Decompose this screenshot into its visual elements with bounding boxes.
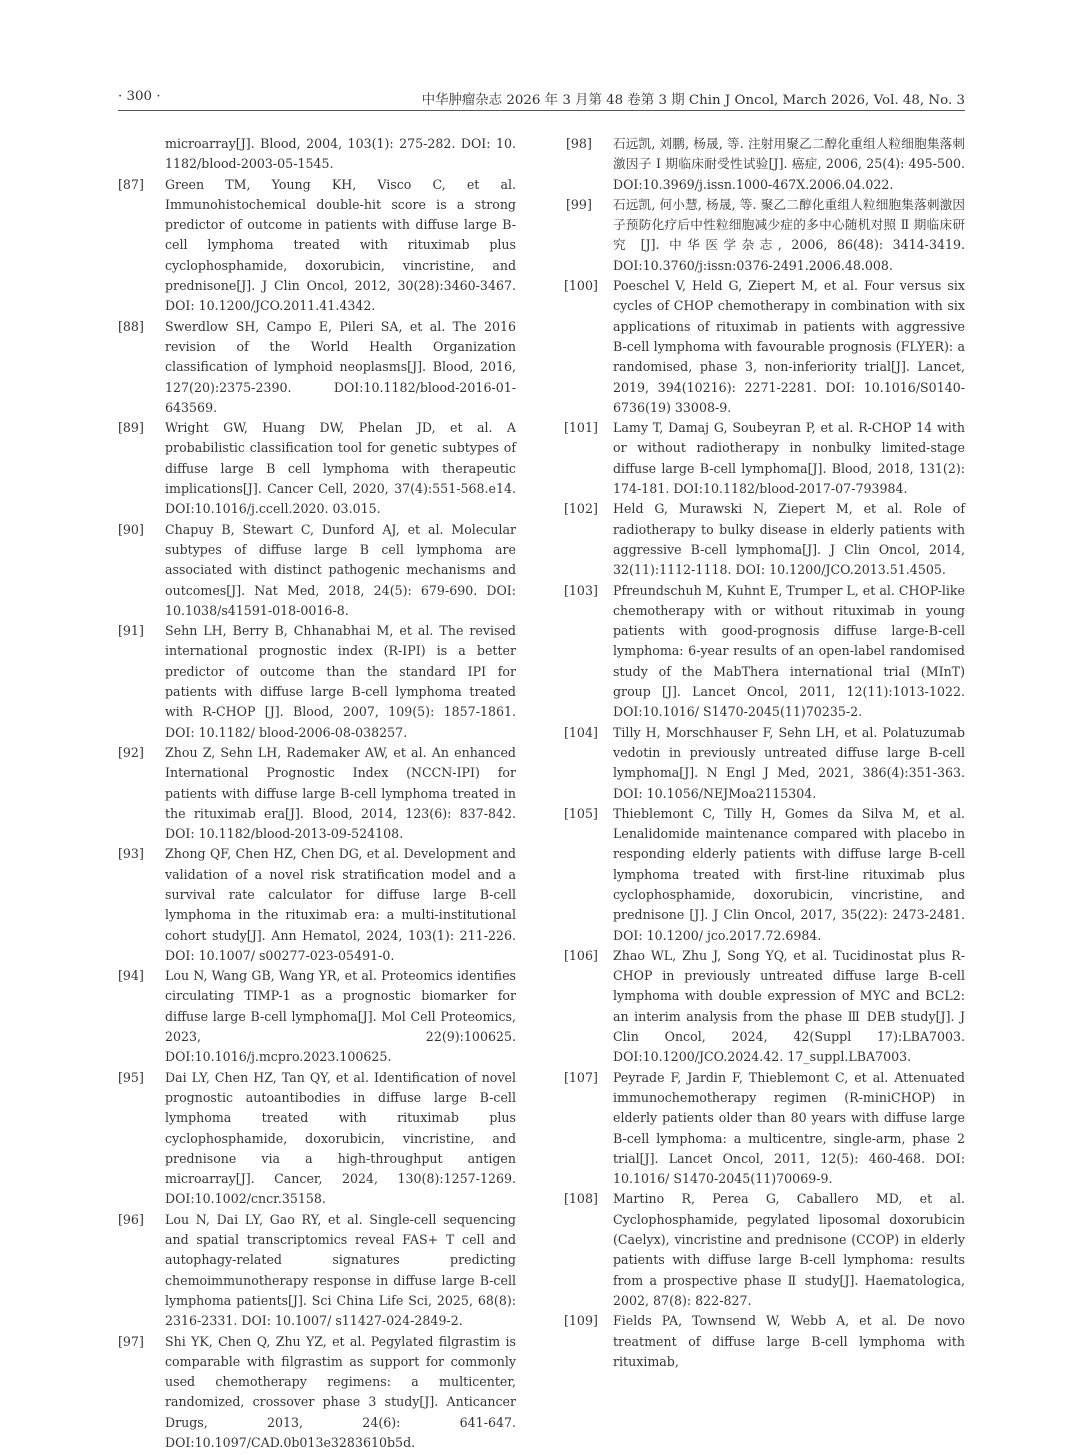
reference-text: Pfreundschuh M, Kuhnt E, Trumper L, et al. CHOP-like chemotherapy with or without rituximab in young patients with good-prognosis diffuse large-B-cell lymphoma: 6-year results of an open-label randomised study of the MabThera international trial (MInT) group [J]. Lancet Oncol, 2011, 12(11):1013-1022. DOI:10.1016/ S1470-2045(11)70235-2.	[613, 582, 965, 720]
reference-text: Green TM, Young KH, Visco C, et al. Immunohistochemical double-hit score is a strong predictor of outcome in patients with diffuse large B-cell lymphoma treated with rituximab plus cyclophosphamide, doxorubicin, vincristine, and prednisone[J]. J Clin Oncol, 2012, 30(28):3460-3467. DOI: 10.1200/JCO.2011.41.4342.	[165, 176, 516, 314]
reference-item	[118, 1068, 516, 1210]
reference-text: Dai LY, Chen HZ, Tan QY, et al. Identification of novel prognostic autoantibodies in diffuse large B-cell lymphoma treated with rituximab plus cyclophosphamide, doxorubicin, vincristine, and prednisone via a high-throughput antigen microarray[J]. Cancer, 2024, 130(8):1257-1269. DOI:10.1002/cncr.35158.	[165, 1069, 516, 1207]
right-column	[566, 134, 965, 1372]
reference-item	[118, 1332, 516, 1454]
reference-item	[118, 175, 516, 317]
reference-number: [108]	[564, 1191, 598, 1207]
journal-citation: 中华肿瘤杂志 2026 年 3 月第 48 卷第 3 期 Chin J Oncol, March 2026, Vol. 48, No. 3	[421, 93, 965, 108]
reference-number: [101]	[564, 420, 598, 436]
reference-text: Thieblemont C, Tilly H, Gomes da Silva M, et al. Lenalidomide maintenance compared with placebo in responding elderly patients with diffuse large B-cell lymphoma treated with first-line rituximab plus cyclophosphamide, doxorubicin, vincristine, and prednisone [J]. J Clin Oncol, 2017, 35(22): 2473-2481. DOI: 10.1200/ jco.2017.72.6984.	[613, 805, 965, 943]
reference-item	[566, 1311, 965, 1372]
reference-number: [96]	[118, 1211, 144, 1227]
reference-item	[566, 276, 965, 418]
reference-number: [94]	[118, 968, 144, 984]
reference-item	[566, 1189, 965, 1311]
reference-number: [88]	[118, 318, 144, 334]
page-number: · 300 ·	[118, 89, 161, 104]
reference-text: Poeschel V, Held G, Ziepert M, et al. Four versus six cycles of CHOP chemotherapy in combination with six applications of rituximab in patients with aggressive B-cell lymphoma with favourable prognosis (FLYER): a randomised, phase 3, non-inferiority trial[J]. Lancet, 2019, 394(10216): 2271-2281. DOI: 10.1016/S0140-6736(19) 33008-9.	[613, 278, 965, 415]
reference-number: [100]	[564, 278, 598, 294]
reference-item	[118, 418, 516, 519]
reference-text: Sehn LH, Berry B, Chhanabhai M, et al. The revised international prognostic index (R-IPI) is a better predictor of outcome than the standard IPI for patients with diffuse large B-cell lymphoma treated with R-CHOP [J]. Blood, 2007, 109(5): 1857-1861. DOI: 10.1182/ blood-2006-08-038257.	[165, 623, 516, 740]
reference-item	[118, 621, 516, 743]
reference-item	[118, 844, 516, 966]
reference-item	[118, 743, 516, 844]
reference-item	[118, 317, 516, 418]
reference-number: [104]	[564, 724, 598, 740]
reference-item	[566, 1068, 965, 1190]
reference-item	[566, 499, 965, 580]
reference-number: [97]	[118, 1333, 144, 1349]
reference-text: Zhao WL, Zhu J, Song YQ, et al. Tucidinostat plus R-CHOP in previously untreated diffuse large B-cell lymphoma with double expression of MYC and BCL2: an interim analysis from the phase Ⅲ DEB study[J]. J Clin Oncol, 2024, 42(Suppl 17):LBA7003. DOI:10.1200/JCO.2024.42. 17_suppl.LBA7003.	[613, 947, 965, 1065]
reference-item	[566, 581, 965, 723]
reference-text: Peyrade F, Jardin F, Thieblemont C, et al. Attenuated immunochemotherapy regimen (R-miniCHOP) in elderly patients older than 80 years with diffuse large B-cell lymphoma: a multicentre, single-arm, phase 2 trial[J]. Lancet Oncol, 2011, 12(5): 460-468. DOI: 10.1016/ S1470-2045(11)70069-9.	[613, 1069, 965, 1187]
reference-text: Held G, Murawski N, Ziepert M, et al. Role of radiotherapy to bulky disease in elderly patients with aggressive B-cell lymphoma[J]. J Clin Oncol, 2014, 32(11):1112-1118. DOI: 10.1200/JCO.2013.51.4505.	[613, 501, 965, 578]
reference-item	[118, 966, 516, 1067]
reference-number: [103]	[564, 582, 598, 598]
reference-number: [90]	[118, 521, 144, 537]
reference-text: Wright GW, Huang DW, Phelan JD, et al. A probabilistic classification tool for genetic subtypes of diffuse large B cell lymphoma with therapeutic implications[J]. Cancer Cell, 2020, 37(4):551-568.e14. DOI:10.1016/j.ccell.2020. 03.015.	[165, 420, 516, 517]
reference-item	[566, 418, 965, 499]
reference-text: Lamy T, Damaj G, Soubeyran P, et al. R-CHOP 14 with or without radiotherapy in nonbulky limited-stage diffuse large B-cell lymphoma[J]. Blood, 2018, 131(2): 174-181. DOI:10.1182/blood-2017-07-793984.	[613, 420, 965, 497]
reference-item	[566, 723, 965, 804]
left-column	[118, 134, 516, 1453]
reference-text: 石远凯, 何小慧, 杨晟, 等. 聚乙二醇化重组人粒细胞集落刺激因子预防化疗后中性粒细胞减少症的多中心随机对照 Ⅱ 期临床研究 [J]. 中华医学杂志, 2006, 86(48): 3414-3419. DOI:10.3760/j:issn:0376-2491.2006.48.008.	[613, 196, 965, 273]
reference-number: [109]	[564, 1313, 598, 1329]
reference-text: Lou N, Wang GB, Wang YR, et al. Proteomics identifies circulating TIMP-1 as a prognostic biomarker for diffuse large B-cell lymphoma[J]. Mol Cell Proteomics, 2023, 22(9):100625. DOI:10.1016/j.mcpro.2023.100625.	[165, 968, 516, 1065]
reference-text: Zhong QF, Chen HZ, Chen DG, et al. Development and validation of a novel risk stratification model and a survival rate calculator for diffuse large B-cell lymphoma in the rituximab era: a multi-institutional cohort study[J]. Ann Hematol, 2024, 103(1): 211-226. DOI: 10.1007/ s00277-023-05491-0.	[165, 846, 516, 963]
reference-number: [95]	[118, 1069, 144, 1085]
reference-continuation: microarray[J]. Blood, 2004, 103(1): 275-282. DOI: 10. 1182/blood-2003-05-1545.	[165, 136, 516, 172]
reference-number: [93]	[118, 846, 144, 862]
reference-text: 石远凯, 刘鹏, 杨晟, 等. 注射用聚乙二醇化重组人粒细胞集落刺激因子 Ⅰ 期临床耐受性试验[J]. 癌症, 2006, 25(4): 495-500. DOI:10.3969/j.issn.1000-467X.2006.04.022.	[613, 136, 965, 192]
reference-item	[118, 1210, 516, 1332]
reference-item	[566, 195, 965, 276]
reference-number: [89]	[118, 420, 144, 436]
reference-item	[566, 946, 965, 1068]
reference-text: Swerdlow SH, Campo E, Pileri SA, et al. The 2016 revision of the World Health Organization classification of lymphoid neoplasms[J]. Blood, 2016, 127(20):2375-2390. DOI:10.1182/blood-2016-01-643569.	[165, 318, 516, 415]
reference-number: [105]	[564, 805, 598, 821]
reference-number: [102]	[564, 501, 598, 517]
reference-number: [107]	[564, 1069, 598, 1085]
reference-text: Martino R, Perea G, Caballero MD, et al. Cyclophosphamide, pegylated liposomal doxorubicin (Caelyx), vincristine and prednisone (CCOP) in elderly patients with diffuse large B-cell lymphoma: results from a prospective phase Ⅱ study[J]. Haematologica, 2002, 87(8): 822-827.	[613, 1191, 965, 1308]
header-rule	[118, 110, 965, 111]
reference-text: Shi YK, Chen Q, Zhu YZ, et al. Pegylated filgrastim is comparable with filgrastim as support for commonly used chemotherapy regimens: a multicenter, randomized, crossover phase 3 study[J]. Anticancer Drugs, 2013, 24(6): 641-647. DOI:10.1097/CAD.0b013e3283610b5d.	[165, 1333, 516, 1450]
reference-number: [87]	[118, 176, 144, 192]
reference-item	[566, 134, 965, 195]
reference-text: Chapuy B, Stewart C, Dunford AJ, et al. Molecular subtypes of diffuse large B cell lymphoma are associated with distinct pathogenic mechanisms and outcomes[J]. Nat Med, 2018, 24(5): 679-690. DOI: 10.1038/s41591-018-0016-8.	[165, 521, 516, 618]
reference-number: [91]	[118, 623, 144, 639]
reference-number: [92]	[118, 744, 144, 760]
reference-item	[566, 804, 965, 946]
reference-item	[118, 520, 516, 621]
reference-text: Fields PA, Townsend W, Webb A, et al. De novo treatment of diffuse large B-cell lymphoma with rituximab,	[613, 1313, 965, 1369]
reference-number: [106]	[564, 947, 598, 963]
reference-text: Lou N, Dai LY, Gao RY, et al. Single-cell sequencing and spatial transcriptomics reveal FAS+ T cell and autophagy-related signatures predicting chemoimmunotherapy response in diffuse large B-cell lymphoma patients[J]. Sci China Life Sci, 2025, 68(8): 2316-2331. DOI: 10.1007/ s11427-024-2849-2.	[165, 1211, 516, 1329]
reference-number: [98]	[566, 136, 592, 151]
reference-text: Zhou Z, Sehn LH, Rademaker AW, et al. An enhanced International Prognostic Index (NCCN-IPI) for patients with diffuse large B-cell lymphoma treated in the rituximab era[J]. Blood, 2014, 123(6): 837-842. DOI: 10.1182/blood-2013-09-524108.	[165, 744, 516, 842]
reference-number: [99]	[566, 196, 592, 212]
reference-text: Tilly H, Morschhauser F, Sehn LH, et al. Polatuzumab vedotin in previously untreated diffuse large B-cell lymphoma[J]. N Engl J Med, 2021, 386(4):351-363. DOI: 10.1056/NEJMoa2115304.	[613, 724, 965, 801]
running-header	[118, 86, 965, 110]
